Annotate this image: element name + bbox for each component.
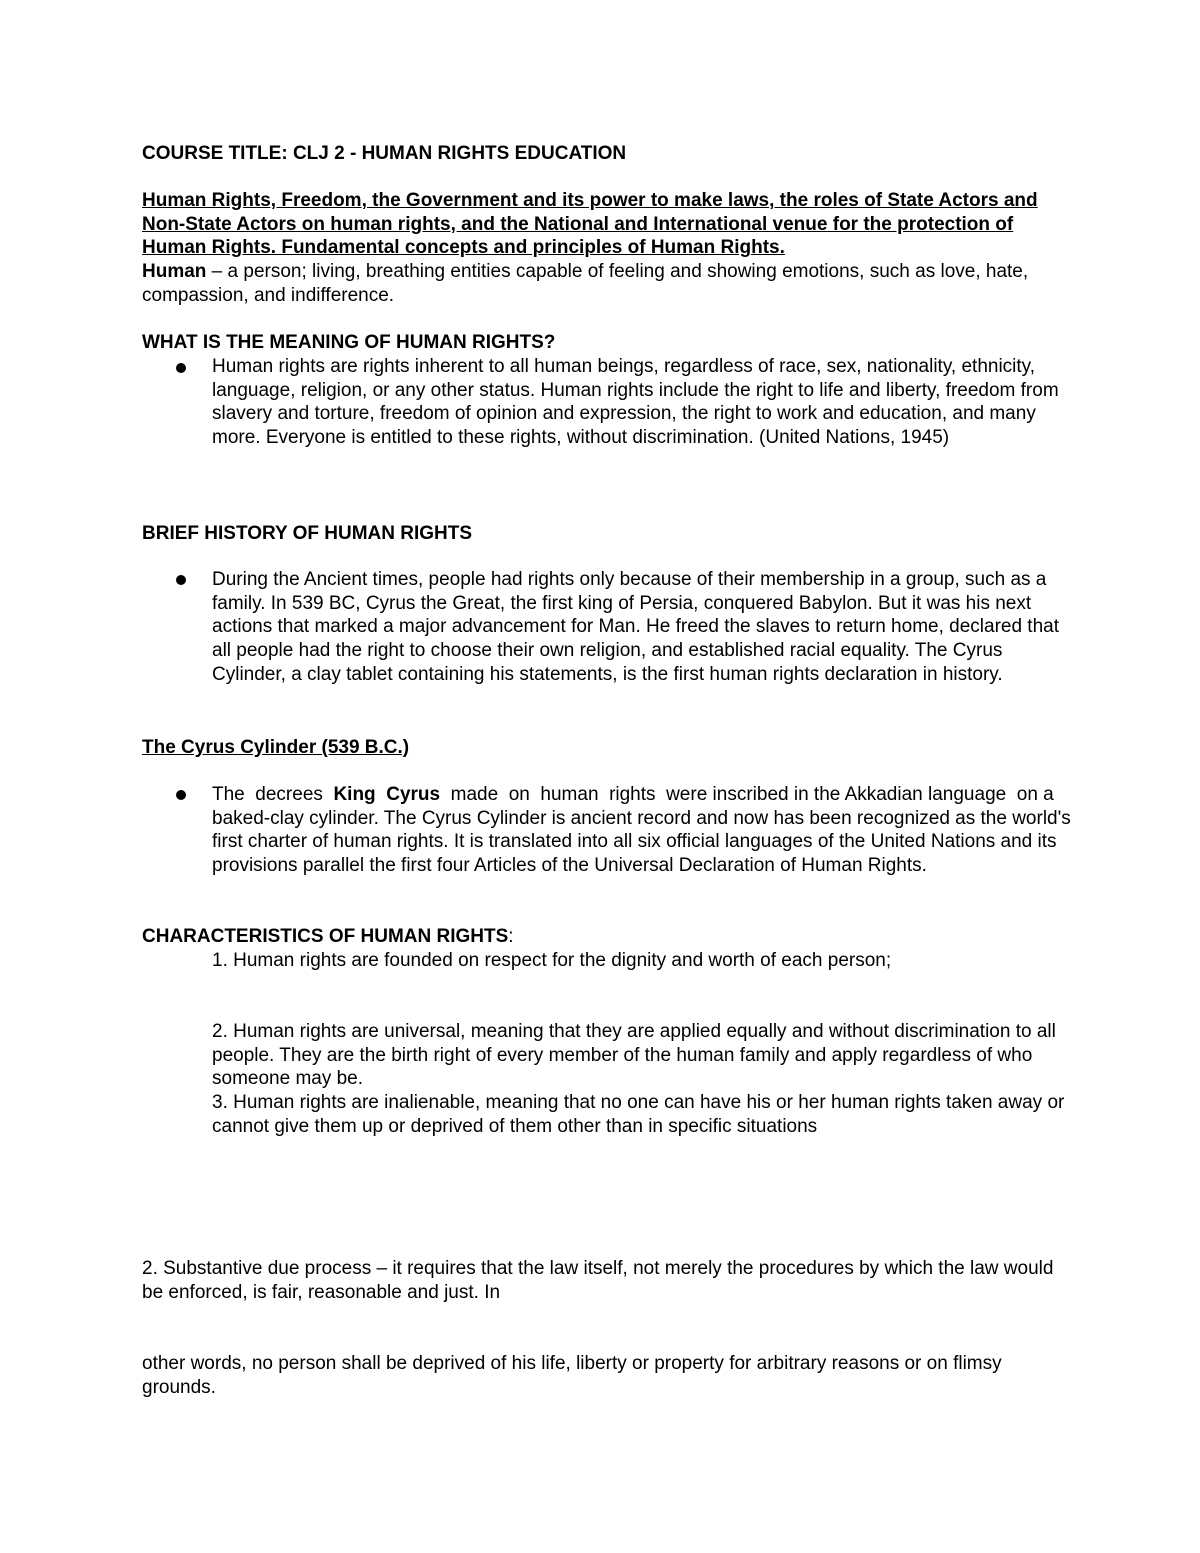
cyrus-bullet-post: made on human rights were inscribed in the Akkadian language on a baked-clay cylinder. The Cyrus Cylinder is ancient record and now has been recognized as the world's first charter of human rights. It is translated into all six official languages of the United Nations and its provisions parallel the first four Articles of the Universal Declaration of Human Rights.	[212, 784, 1077, 877]
cyrus-bullet-pre: The decrees	[212, 784, 334, 805]
bullet-icon	[176, 575, 186, 585]
course-title: COURSE TITLE: CLJ 2 - HUMAN RIGHTS EDUCATION	[142, 143, 627, 164]
human-term: Human	[142, 261, 207, 283]
human-definition: – a person; living, breathing entities capable of feeling and showing emotions, such as love, hate, compassion, and indifference.	[142, 261, 1029, 306]
characteristic-item-3: 3. Human rights are inalienable, meaning that no one can have his or her human rights taken away or cannot give them up or deprived of them other than in specific situations	[212, 1092, 1065, 1137]
cyrus-bullet-text	[212, 783, 1077, 878]
characteristic-item-1: 1. Human rights are founded on respect for the dignity and worth of each person;	[212, 950, 892, 971]
history-heading: BRIEF HISTORY OF HUMAN RIGHTS	[142, 523, 473, 544]
meaning-bullet-text: Human rights are rights inherent to all human beings, regardless of race, sex, nationality, ethnicity, language, religion, or any other status. Human rights include the right to life and liberty, freedom from slavery and torture, freedom of opinion and expression, the right to work and education, and many more. Everyone is entitled to these rights, without discrimination. (United Nations, 1945)	[212, 356, 1059, 449]
cyrus-heading: The Cyrus Cylinder (539 B.C.)	[142, 737, 410, 758]
bullet-icon	[176, 790, 186, 800]
characteristics-heading-line	[142, 925, 1062, 949]
characteristics-colon: :	[508, 926, 514, 947]
king-cyrus: King Cyrus	[333, 784, 441, 805]
characteristics-heading: CHARACTERISTICS OF HUMAN RIGHTS	[142, 926, 509, 947]
history-bullet-text: During the Ancient times, people had rights only because of their membership in a group, such as a family. In 539 BC, Cyrus the Great, the first king of Persia, conquered Babylon. But it was his next actions that marked a major advancement for Man. He freed the slaves to return home, declared that all people had the right to choose their own religion, and established racial equality. The Cyrus Cylinder, a clay tablet containing his statements, is the first human rights declaration in history.	[212, 569, 1059, 685]
substantive-paragraph-2: other words, no person shall be deprived of his life, liberty or property for arbitrary reasons or on flimsy grounds.	[142, 1353, 1002, 1398]
bullet-icon	[176, 363, 186, 373]
intro-paragraph	[142, 189, 1062, 308]
substantive-paragraph-1: 2. Substantive due process – it requires that the law itself, not merely the procedures by which the law would be enforced, is fair, reasonable and just. In	[142, 1258, 1054, 1303]
meaning-heading: WHAT IS THE MEANING OF HUMAN RIGHTS?	[142, 332, 556, 353]
intro-topics: Human Rights, Freedom, the Government and its power to make laws, the roles of State Actors and Non-State Actors on human rights, and the National and International venue for the protection of Human Rights. Fundamental concepts and principles of Human Rights.	[142, 190, 1038, 259]
characteristic-item-2: 2. Human rights are universal, meaning that they are applied equally and without discrimination to all people. They are the birth right of every member of the human family and apply regardless of who someone may be.	[212, 1021, 1056, 1090]
